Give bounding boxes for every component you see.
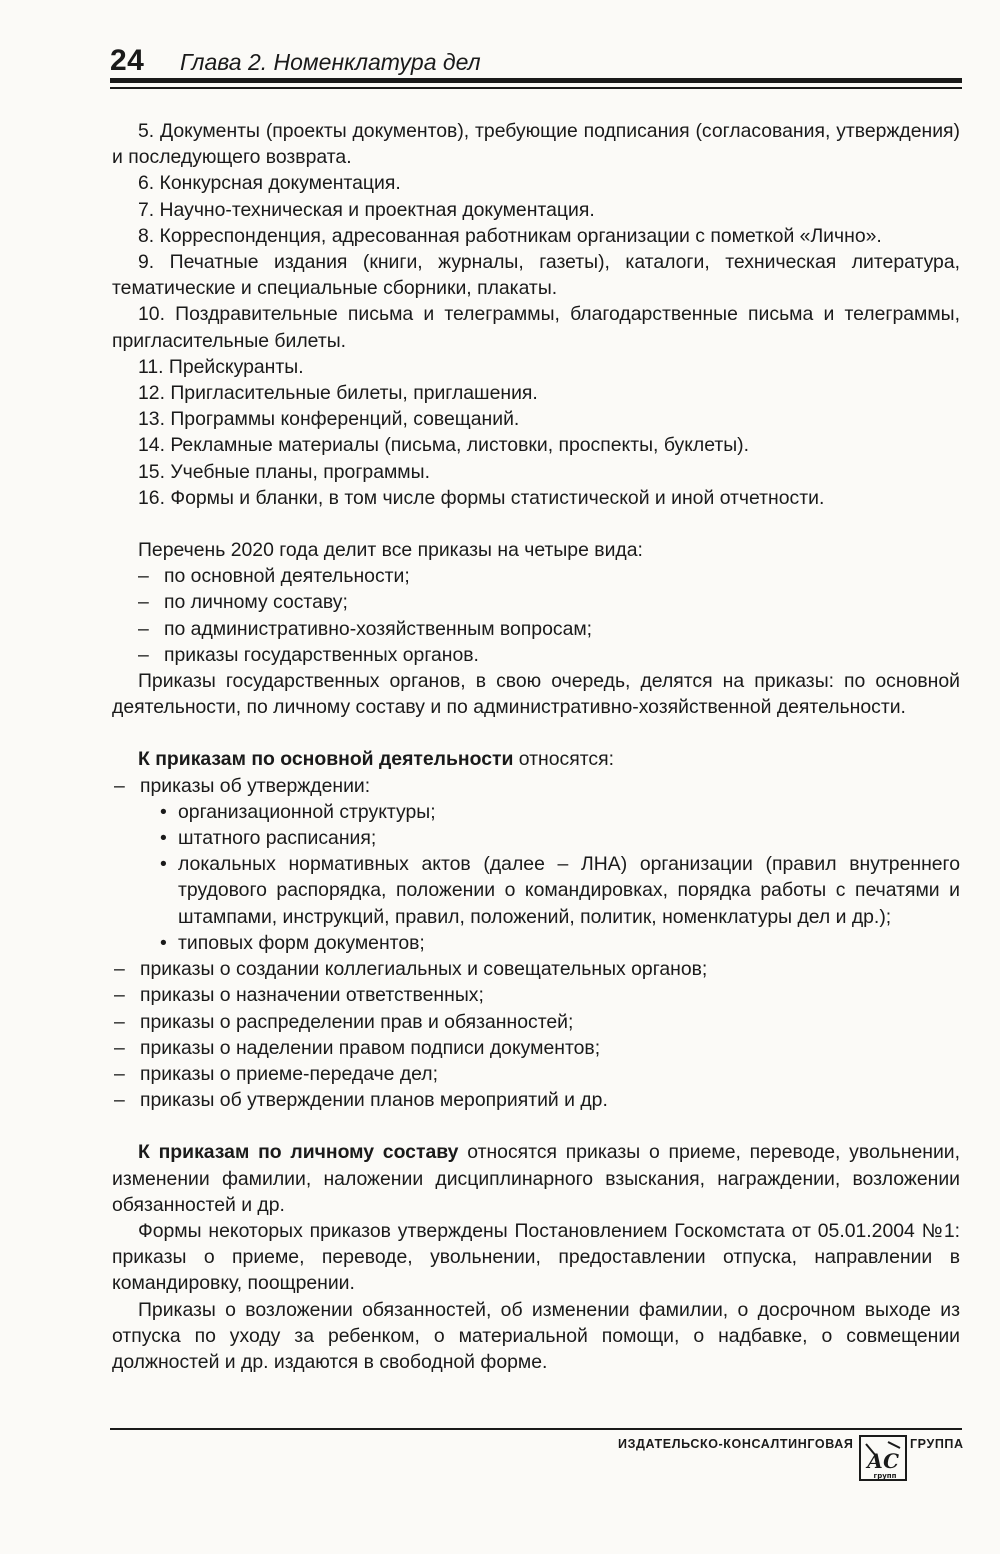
main-activity-item: – приказы об утверждении: bbox=[112, 773, 960, 799]
main-activity-subitem: • организационной структуры; bbox=[160, 800, 436, 823]
order-type: – по личному составу; bbox=[136, 589, 960, 615]
list-item: 10. Поздравительные письма и телеграммы, благодарственные письма и телеграммы, пригласительные билеты. bbox=[112, 303, 960, 352]
main-activity-item: – приказы о назначении ответственных; bbox=[112, 982, 960, 1008]
subitem-text: типовых форм документов; bbox=[178, 931, 425, 954]
header-rule-thin bbox=[110, 87, 962, 89]
list-item: 6. Конкурсная документация. bbox=[138, 172, 401, 195]
subitem-text: организационной структуры; bbox=[178, 800, 436, 823]
main-activity-subitem: • локальных нормативных актов (далее – ЛНА) организации (правил внутреннего трудового распорядка, положении о командировках, порядка работы с печатями и штампами, инструкций, правил, положений, политик, номенклатуры дел и др.); bbox=[160, 853, 960, 928]
list-item: 16. Формы и бланки, в том числе формы статистической и иной отчетности. bbox=[138, 486, 825, 509]
main-activity-heading bbox=[112, 746, 960, 772]
main-activity-item: – приказы о приеме-передаче дел; bbox=[112, 1061, 960, 1087]
main-activity-subitem: • типовых форм документов; bbox=[160, 931, 425, 954]
main-activity-heading-bold: К приказам по основной деятельности bbox=[138, 748, 514, 771]
subitem-text: штатного расписания; bbox=[178, 827, 377, 850]
gov-orders-text: Приказы государственных органов, в свою очередь, делятся на приказы: по основной деятельности, по личному составу и по административно-хозяйственной деятельности. bbox=[112, 670, 960, 719]
list-item: 12. Пригласительные билеты, приглашения. bbox=[138, 382, 538, 405]
main-activity-item: – приказы об утверждении планов мероприятий и др. bbox=[112, 1087, 960, 1113]
list-item: 14. Рекламные материалы (письма, листовки, проспекты, буклеты). bbox=[138, 434, 750, 457]
chapter-title: Глава 2. Номенклатура дел bbox=[180, 49, 481, 75]
main-activity-subitem: • штатного расписания; bbox=[160, 827, 377, 850]
order-type: – приказы государственных органов. bbox=[136, 642, 960, 668]
list-item: 11. Прейскуранты. bbox=[138, 355, 304, 378]
order-type: – по основной деятельности; bbox=[136, 563, 960, 589]
personnel-forms-text: Формы некоторых приказов утверждены Постановлением Госкомстата от 05.01.2004 №1: приказы о приеме, переводе, увольнении, предоставлении отпуска, направлении в командировку, поощрении. bbox=[112, 1219, 960, 1295]
list-item: 9. Печатные издания (книги, журналы, газеты), каталоги, техническая литература, тематические и специальные сборники, плакаты. bbox=[112, 251, 960, 300]
orders-intro: Перечень 2020 года делит все приказы на четыре вида: bbox=[138, 539, 643, 562]
list-item: 15. Учебные планы, программы. bbox=[138, 460, 430, 483]
publisher-name-right: ГРУППА bbox=[910, 1437, 964, 1451]
list-item: 13. Программы конференций, совещаний. bbox=[138, 408, 520, 431]
list-item: 8. Корреспонденция, адресованная работникам организации с пометкой «Лично». bbox=[138, 224, 882, 247]
main-activity-item: – приказы о создании коллегиальных и совещательных органов; bbox=[112, 956, 960, 982]
logo-text: АС bbox=[866, 1449, 900, 1473]
list-item: 7. Научно-техническая и проектная документация. bbox=[138, 198, 595, 221]
personnel-paragraph bbox=[112, 1139, 960, 1218]
page-header bbox=[110, 36, 962, 96]
page-number: 24 bbox=[110, 44, 145, 77]
logo-subtext: групп bbox=[873, 1472, 897, 1480]
list-item: 5. Документы (проекты документов), требующие подписания (согласования, утверждения) и последующего возврата. bbox=[112, 120, 960, 169]
publisher-logo-icon bbox=[858, 1434, 908, 1484]
subitem-text: локальных нормативных актов (далее – ЛНА) организации (правил внутреннего трудового распорядка, положении о командировках, порядка работы с печатями и штампами, инструкций, правил, положений, политик, номенклатуры дел и др.); bbox=[178, 853, 960, 928]
personnel-free-form-text: Приказы о возложении обязанностей, об изменении фамилии, о досрочном выходе из отпуска по уходу за ребенком, о материальной помощи, о надбавке, о совмещении должностей и др. издаются в свободной форме. bbox=[112, 1298, 960, 1373]
footer-rule bbox=[110, 1428, 962, 1430]
order-type: – по административно-хозяйственным вопросам; bbox=[136, 616, 960, 642]
main-activity-item: – приказы о распределении прав и обязанностей; bbox=[112, 1009, 960, 1035]
main-activity-heading-rest: относятся: bbox=[513, 748, 614, 771]
main-activity-item: – приказы о наделении правом подписи документов; bbox=[112, 1035, 960, 1061]
page-body bbox=[112, 118, 960, 1375]
personnel-heading-rest: относятся приказы о приеме, переводе, увольнении, изменении фамилии, наложении дисциплинарного взыскания, награждении, возложении обязанностей и др. bbox=[112, 1141, 960, 1216]
personnel-heading-bold: К приказам по личному составу bbox=[138, 1141, 459, 1164]
publisher-name-left: ИЗДАТЕЛЬСКО-КОНСАЛТИНГОВАЯ bbox=[618, 1437, 854, 1451]
page-footer bbox=[110, 1428, 962, 1498]
header-rule-thick bbox=[110, 78, 962, 83]
